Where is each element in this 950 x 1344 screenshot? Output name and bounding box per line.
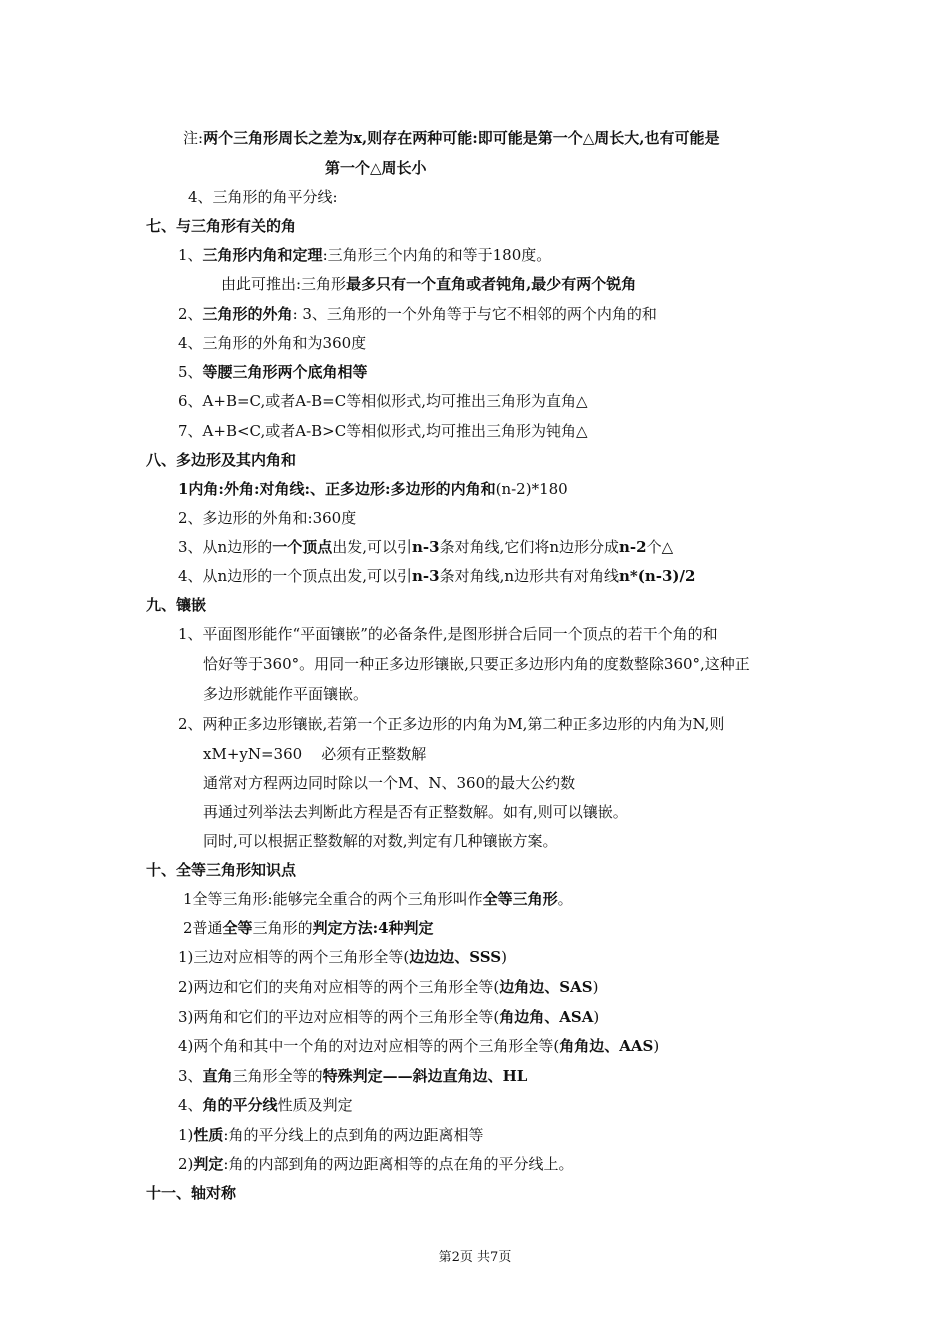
text: 个△ [646, 538, 674, 556]
sec9-item-2-line-5: 同时,可以根据正整数解的对数,判定有几种镶嵌方案。 [203, 832, 558, 850]
sec7-item-1-corollary [221, 274, 636, 294]
text: 出发,可以引 [332, 538, 413, 556]
sec10-item-2 [183, 918, 434, 938]
text: ) [592, 978, 599, 996]
sec7-item-6: 6、A+B=C,或者A-B=C等相似形式,均可推出三角形为直角△ [178, 392, 588, 410]
sec9-item-1-line-3: 多边形就能作平面镶嵌。 [203, 685, 369, 703]
term: 等腰三角形两个底角相等 [202, 363, 368, 381]
emphasis: 判定 [193, 1155, 224, 1173]
sec8-item-4 [178, 566, 695, 586]
item-angle-bisector: 4、三角形的角平分线: [188, 188, 338, 206]
text: 由此可推出:三角形 [221, 275, 347, 293]
emphasis: 一个顶点 [272, 538, 333, 556]
text: 。 [557, 890, 573, 908]
num: 4、 [178, 1096, 203, 1114]
emphasis: 直角 [202, 1067, 233, 1085]
formula: n*(n-3)/2 [619, 567, 696, 585]
term: 三角形内角和定理 [202, 246, 323, 264]
text: 2普通 [183, 919, 223, 937]
sec7-item-1 [178, 245, 551, 265]
sec9-item-2-line-2: xM+yN=360 必须有正整数解 [203, 745, 427, 763]
text: 4、从n边形的一个顶点出发,可以引 [178, 567, 412, 585]
sec9-item-2-line-1: 2、两种正多边形镶嵌,若第一个正多边形的内角为M,第二种正多边形的内角为N,则 [178, 715, 725, 733]
emphasis: n-3 [412, 538, 440, 556]
emphasis: 特殊判定——斜边直角边、HL [322, 1067, 528, 1085]
text: 3)两角和它们的平边对应相等的两个三角形全等( [178, 1008, 500, 1026]
bisector-criterion [178, 1154, 573, 1174]
text: 三角形全等的 [232, 1067, 323, 1085]
note-text: 两个三角形周长之差为x,则存在两种可能:即可能是第一个△周长大,也有可能是 [203, 129, 720, 147]
emphasis: 最多只有一个直角或者钝角,最少有两个锐角 [346, 275, 637, 293]
text: 条对角线,它们将n边形分成 [439, 538, 620, 556]
criterion-aas [178, 1036, 659, 1056]
sec10-item-1 [183, 889, 573, 909]
emphasis: 性质 [193, 1126, 224, 1144]
num: 2) [178, 1155, 194, 1173]
emphasis: 全等三角形 [482, 890, 558, 908]
sec9-item-2-line-3: 通常对方程两边同时除以一个M、N、360的最大公约数 [203, 774, 576, 792]
text: 1全等三角形:能够完全重合的两个三角形叫作 [183, 890, 483, 908]
text: 1)三边对应相等的两个三角形全等( [178, 948, 410, 966]
criterion-asa [178, 1007, 599, 1027]
section-10-heading: 十、全等三角形知识点 [146, 861, 297, 879]
text: 2)两边和它们的夹角对应相等的两个三角形全等( [178, 978, 500, 996]
num: 1) [178, 1126, 194, 1144]
emphasis: 边边边、SSS [409, 948, 502, 966]
note-prefix: 注: [183, 129, 204, 147]
num: 1、 [178, 246, 203, 264]
sec9-item-2-line-4: 再通过列举法去判断此方程是否有正整数解。如有,则可以镶嵌。 [203, 803, 628, 821]
sec8-item-3 [178, 537, 673, 557]
page-footer: 第2页 共7页 [438, 1250, 512, 1265]
section-7-heading: 七、与三角形有关的角 [146, 217, 297, 235]
sec7-item-5 [178, 362, 368, 382]
sec9-item-1-line-1: 1、平面图形能作“平面镶嵌”的必备条件,是图形拼合后同一个顶点的若干个角的和 [178, 625, 718, 643]
emphasis: 角的平分线 [202, 1096, 278, 1114]
sec8-item-2: 2、多边形的外角和:360度 [178, 509, 357, 527]
num: 5、 [178, 363, 203, 381]
bisector-property [178, 1125, 483, 1145]
num: 3、 [178, 1067, 203, 1085]
sec9-item-1-line-2: 恰好等于360°。用同一种正多边形镶嵌,只要正多边形内角的度数整除360°,这种正 [203, 655, 750, 673]
section-8-heading: 八、多边形及其内角和 [146, 451, 297, 469]
text: ) [501, 948, 507, 966]
text: 性质及判定 [277, 1096, 353, 1114]
sec10-item-3 [178, 1066, 527, 1086]
text: 三角形的 [252, 919, 313, 937]
text: : 3、三角形的一个外角等于与它不相邻的两个内角的和 [292, 305, 657, 323]
text: 3、从n边形的 [178, 538, 273, 556]
sec10-item-4 [178, 1095, 353, 1115]
note-line-2: 第一个△周长小 [325, 159, 427, 177]
text: :角的内部到角的两边距离相等的点在角的平分线上。 [223, 1155, 574, 1173]
sec8-item-1 [178, 479, 568, 499]
text: :角的平分线上的点到角的两边距离相等 [223, 1126, 484, 1144]
emphasis: n-3 [411, 567, 440, 585]
emphasis: 全等 [222, 919, 253, 937]
emphasis: 边角边、SAS [499, 978, 593, 996]
num: 2、 [178, 305, 203, 323]
text: ) [653, 1037, 660, 1055]
criterion-sas [178, 977, 598, 997]
section-11-heading: 十一、轴对称 [146, 1184, 237, 1202]
text: ) [593, 1008, 600, 1026]
term: 三角形的外角 [202, 305, 293, 323]
section-9-heading: 九、镶嵌 [146, 596, 207, 614]
emphasis: 角边角、ASA [499, 1008, 594, 1026]
sec7-item-7: 7、A+B<C,或者A-B>C等相似形式,均可推出三角形为钝角△ [178, 422, 588, 440]
text: 条对角线,n边形共有对角线 [439, 567, 619, 585]
term: 1内角:外角:对角线:、正多边形:多边形的内角和 [178, 480, 496, 498]
emphasis: 角角边、AAS [559, 1037, 654, 1055]
emphasis: n-2 [619, 538, 647, 556]
sec7-item-4: 4、三角形的外角和为360度 [178, 334, 367, 352]
text: :三角形三个内角的和等于180度。 [322, 246, 552, 264]
sec7-item-2 [178, 304, 657, 324]
criterion-sss [178, 947, 507, 967]
emphasis: 判定方法:4种判定 [312, 919, 434, 937]
formula: (n-2)*180 [495, 480, 568, 498]
note-line-1 [183, 128, 720, 148]
text: 4)两个角和其中一个角的对边对应相等的两个三角形全等( [178, 1037, 560, 1055]
